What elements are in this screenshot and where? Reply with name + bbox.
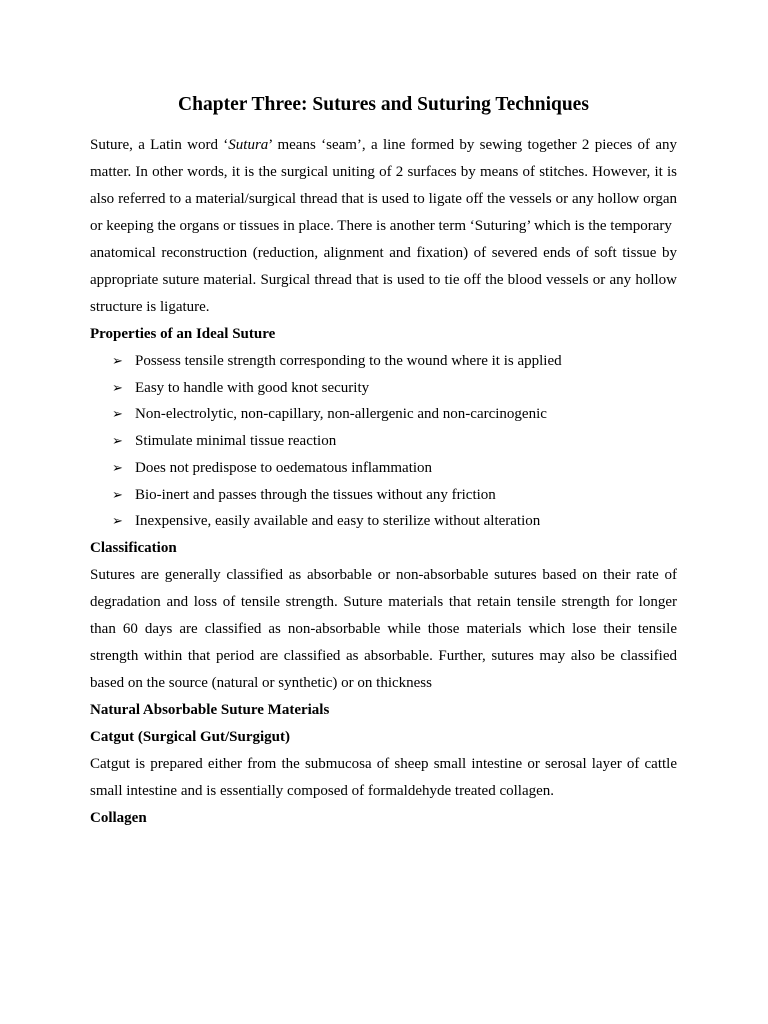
list-item-text: Stimulate minimal tissue reaction xyxy=(135,433,337,450)
intro-italic-term: Sutura xyxy=(228,137,269,153)
list-item xyxy=(112,428,677,455)
intro-paragraph xyxy=(90,132,677,240)
list-item xyxy=(112,348,677,375)
list-item-text: Non-electrolytic, non-capillary, non-allergenic and non-carcinogenic xyxy=(135,406,547,423)
list-item-text: Easy to handle with good knot security xyxy=(135,379,370,396)
arrow-bullet-icon: ➢ xyxy=(112,406,123,422)
collagen-heading: Collagen xyxy=(90,809,147,826)
list-item-text: Does not predispose to oedematous inflammation xyxy=(135,459,433,476)
arrow-bullet-icon: ➢ xyxy=(112,459,123,475)
chapter-title: Chapter Three: Sutures and Suturing Techniques xyxy=(178,94,589,115)
intro-text-part1: Suture, a Latin word ‘ xyxy=(90,137,229,153)
list-item xyxy=(112,508,677,535)
arrow-bullet-icon: ➢ xyxy=(112,433,123,449)
list-item xyxy=(112,455,677,482)
catgut-heading: Catgut (Surgical Gut/Surgigut) xyxy=(90,728,291,745)
classification-heading: Classification xyxy=(90,539,177,556)
classification-paragraph: Sutures are generally classified as absorbable or non-absorbable sutures based on their rate of degradation and loss of tensile strength. Suture materials that retain tensile strength for longer than 60 days are classified as non-absorbable while those materials which lose their tensile strength within that period are classified as absorbable. Further, sutures may also be classified based on the source (natural or synthetic) or on thickness xyxy=(90,566,677,691)
intro-text-part2: ’ means ‘seam’, a line formed by sewing together 2 pieces of any matter. In other words, it is the surgical uniting of 2 surfaces by means of stitches. However, it is also referred to a material/surgical thread that is used to ligate off the vessels or any hollow organ or keeping the organs or tissues in place. There is another term ‘Suturing’ which is the temporary xyxy=(90,137,677,234)
arrow-bullet-icon: ➢ xyxy=(112,353,123,368)
arrow-bullet-icon: ➢ xyxy=(112,486,123,502)
properties-heading: Properties of an Ideal Suture xyxy=(90,326,276,342)
catgut-paragraph: Catgut is prepared either from the submucosa of sheep small intestine or serosal layer of cattle small intestine and is essentially composed of formaldehyde treated collagen. xyxy=(90,755,677,799)
properties-list xyxy=(90,348,677,535)
list-item xyxy=(112,401,677,428)
list-item xyxy=(112,482,677,509)
list-item xyxy=(112,375,677,402)
arrow-bullet-icon: ➢ xyxy=(112,379,123,395)
list-item-text: Inexpensive, easily available and easy to sterilize without alteration xyxy=(135,513,541,530)
list-item-text: Possess tensile strength corresponding to the wound where it is applied xyxy=(135,353,562,369)
document-page xyxy=(90,92,677,832)
intro-paragraph-continued: anatomical reconstruction (reduction, alignment and fixation) of severed ends of soft tissue by appropriate suture material. Surgical thread that is used to tie off the blood vessels or any hollow structure is ligature. xyxy=(90,245,677,315)
arrow-bullet-icon: ➢ xyxy=(112,513,123,529)
natural-absorbable-heading: Natural Absorbable Suture Materials xyxy=(90,701,330,718)
list-item-text: Bio-inert and passes through the tissues without any friction xyxy=(135,486,496,503)
